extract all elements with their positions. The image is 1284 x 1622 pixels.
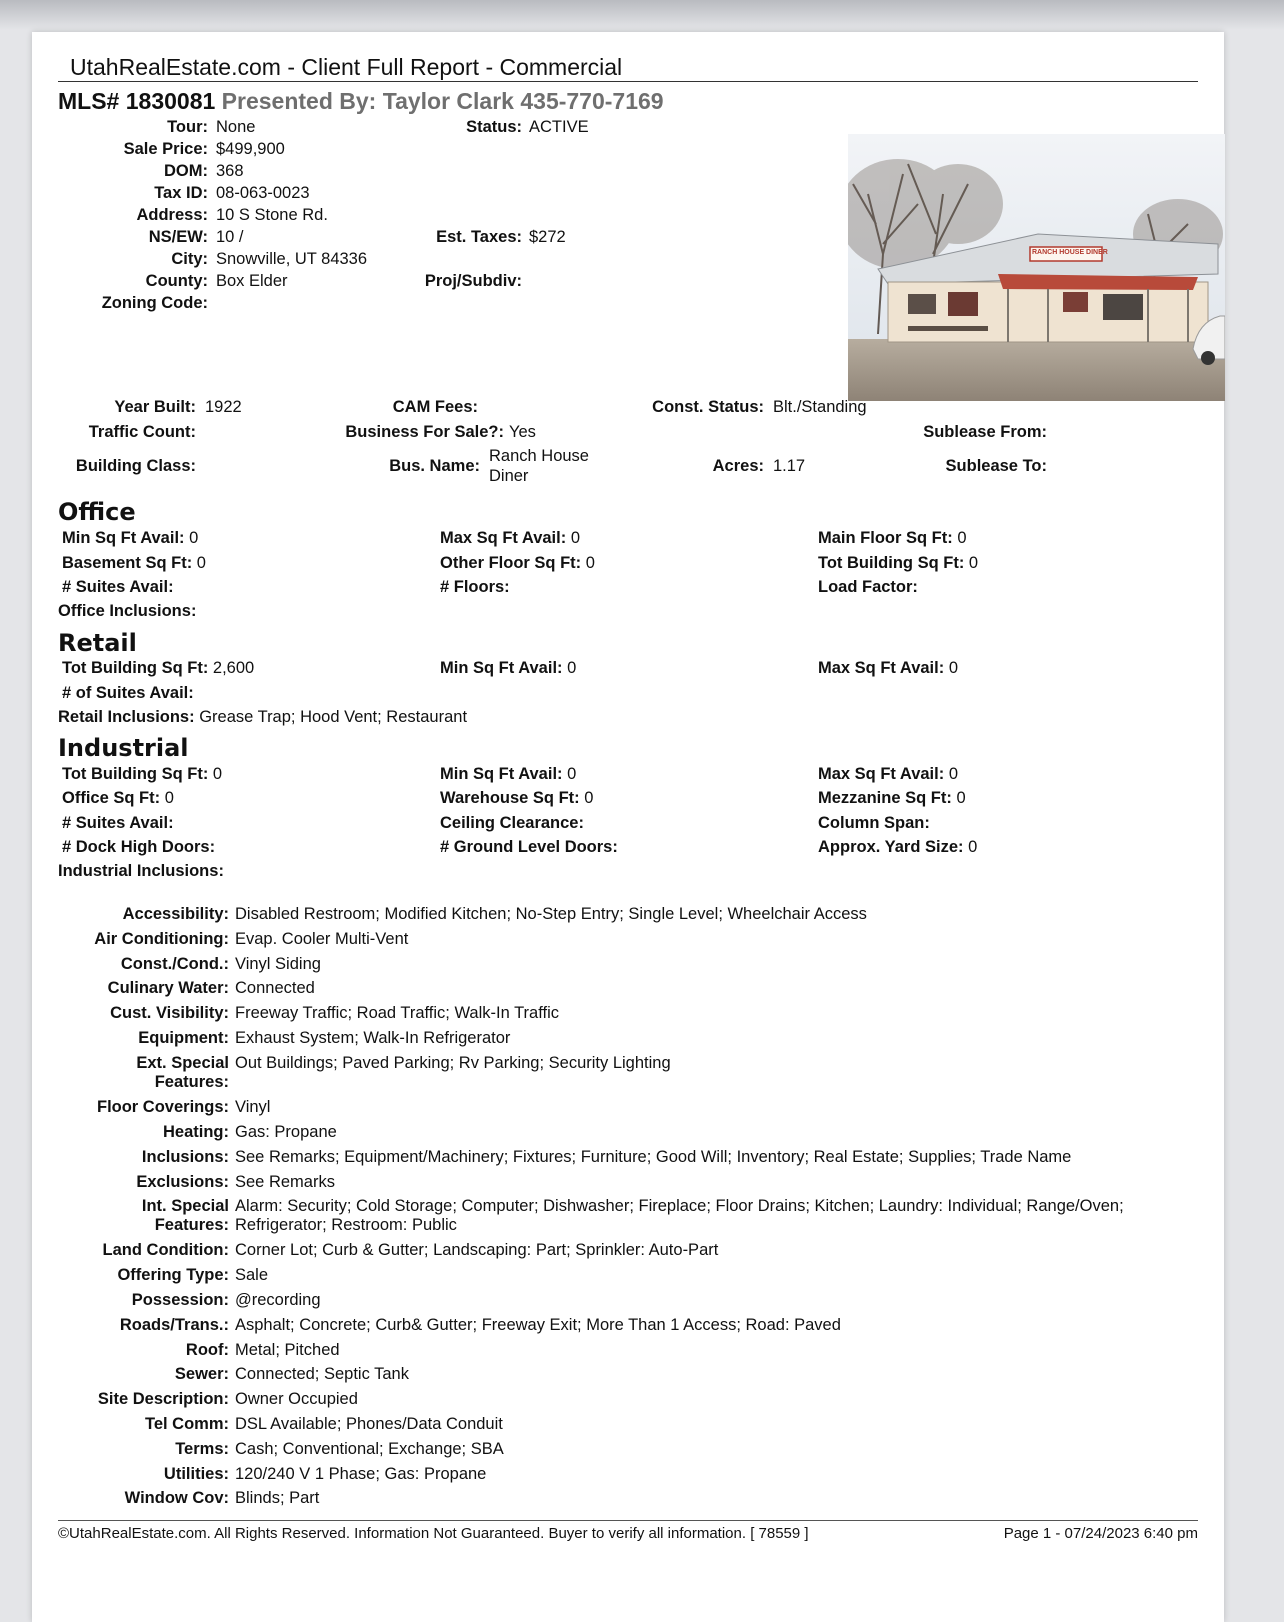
feature-value: Vinyl Siding: [235, 955, 321, 973]
ind-ground-doors-label: # Ground Level Doors:: [440, 838, 618, 856]
nsew-value: 10 /: [216, 228, 244, 246]
ind-max-sqft: [818, 765, 958, 784]
retail-max-sqft-label: Max Sq Ft Avail:: [818, 659, 945, 677]
building-class-label: Building Class:: [75, 457, 196, 475]
ind-suites-label: # Suites Avail:: [62, 814, 174, 832]
office-main-floor: [818, 529, 967, 548]
office-min-sqft-value: 0: [189, 529, 199, 547]
business-for-sale-label: Business For Sale?:: [345, 423, 504, 441]
footer-rule: [58, 1520, 1198, 1521]
feature-label: Tel Comm:: [144, 1415, 229, 1433]
ind-yard-size-value: 0: [968, 838, 978, 856]
county-value: Box Elder: [216, 272, 288, 290]
retail-suites-label: # of Suites Avail:: [62, 684, 194, 702]
feature-label: Site Description:: [97, 1390, 229, 1408]
city-value: Snowville, UT 84336: [216, 250, 368, 268]
cam-fees-label: CAM Fees:: [392, 398, 478, 416]
footer-page-info: Page 1 - 07/24/2023 6:40 pm: [1003, 1525, 1198, 1542]
office-suites-label: # Suites Avail:: [62, 578, 174, 596]
ind-max-sqft-value: 0: [948, 765, 958, 783]
dom-value: 368: [216, 162, 244, 180]
feature-value: Cash; Conventional; Exchange; SBA: [235, 1440, 504, 1458]
office-main-floor-value: 0: [957, 529, 967, 547]
bus-name-value: [489, 446, 589, 486]
feature-label: Utilities:: [163, 1465, 229, 1483]
feature-value: Freeway Traffic; Road Traffic; Walk-In Traffic: [235, 1004, 559, 1022]
bus-name-line1: Ranch House: [489, 447, 589, 465]
report-title: UtahRealEstate.com - Client Full Report - Commercial: [70, 54, 623, 80]
retail-max-sqft: [818, 659, 958, 678]
proj-subdiv-label: Proj/Subdiv:: [424, 272, 522, 290]
feature-value: Disabled Restroom; Modified Kitchen; No-Step Entry; Single Level; Wheelchair Access: [235, 905, 867, 923]
feature-value: Blinds; Part: [235, 1489, 320, 1507]
address-value: 10 S Stone Rd.: [216, 206, 328, 224]
ind-ceiling: [440, 814, 584, 833]
feature-value: Connected; Septic Tank: [235, 1365, 409, 1383]
feature-value: See Remarks; Equipment/Machinery; Fixtures; Furniture; Good Will; Inventory; Real Estate; Supplies; Trade Name: [235, 1148, 1072, 1166]
feature-label: Terms:: [175, 1440, 229, 1458]
industrial-heading: Industrial: [58, 734, 189, 762]
presented-by: Presented By: Taylor Clark 435-770-7169: [221, 88, 664, 114]
office-other-floor-label: Other Floor Sq Ft:: [440, 554, 582, 572]
feature-value: 120/240 V 1 Phase; Gas: Propane: [235, 1465, 487, 1483]
feature-value: Exhaust System; Walk-In Refrigerator: [235, 1029, 511, 1047]
ind-warehouse-sqft-label: Warehouse Sq Ft:: [440, 789, 580, 807]
office-tot-building-label: Tot Building Sq Ft:: [818, 554, 965, 572]
county-label: County:: [145, 272, 208, 290]
bus-name-label: Bus. Name:: [389, 457, 480, 475]
ind-dock-doors: [62, 838, 215, 857]
ind-yard-size: [818, 838, 977, 857]
ind-max-sqft-label: Max Sq Ft Avail:: [818, 765, 945, 783]
year-built-label: Year Built:: [114, 398, 196, 416]
ind-mezzanine-sqft-label: Mezzanine Sq Ft:: [818, 789, 952, 807]
feature-label: Floor Coverings:: [96, 1098, 229, 1116]
ind-warehouse-sqft: [440, 789, 593, 808]
office-max-sqft-value: 0: [570, 529, 580, 547]
est-taxes-label: Est. Taxes:: [436, 228, 522, 246]
office-max-sqft-label: Max Sq Ft Avail:: [440, 529, 567, 547]
tour-label: Tour:: [167, 118, 208, 136]
ind-column-span-label: Column Span:: [818, 814, 930, 832]
feature-value: Out Buildings; Paved Parking; Rv Parking; Security Lighting: [235, 1054, 671, 1072]
feature-label: Const./Cond.:: [120, 955, 229, 973]
mls-line: [58, 88, 664, 115]
zoning-label: Zoning Code:: [101, 294, 208, 312]
feature-label: Roof:: [185, 1341, 229, 1359]
office-inclusions: [58, 602, 196, 621]
feature-value: Vinyl: [235, 1098, 271, 1116]
office-inclusions-label: Office Inclusions:: [58, 602, 197, 620]
feature-label: Window Cov:: [124, 1489, 229, 1507]
office-basement: [62, 554, 206, 573]
ind-office-sqft-value: 0: [164, 789, 174, 807]
ind-office-sqft: [62, 789, 174, 808]
feature-label-multiline: [58, 1054, 229, 1092]
feature-value-line2: Refrigerator; Restroom: Public: [235, 1216, 457, 1234]
acres-label: Acres:: [712, 457, 764, 475]
office-floors: [440, 578, 510, 597]
office-min-sqft-label: Min Sq Ft Avail:: [62, 529, 185, 547]
feature-label: Possession:: [131, 1291, 229, 1309]
ind-tot-building-value: 0: [212, 765, 223, 783]
business-for-sale-value: Yes: [509, 423, 536, 441]
ind-ceiling-label: Ceiling Clearance:: [440, 814, 584, 832]
feature-value: Evap. Cooler Multi-Vent: [235, 930, 409, 948]
feature-label: Roads/Trans.:: [119, 1316, 229, 1334]
est-taxes-value: $272: [529, 228, 566, 246]
const-status-value: Blt./Standing: [773, 398, 867, 416]
traffic-count-label: Traffic Count:: [88, 423, 196, 441]
office-other-floor: [440, 554, 595, 573]
address-label: Address:: [136, 206, 208, 224]
feature-label: Air Conditioning:: [94, 930, 229, 948]
office-tot-building: [818, 554, 978, 573]
tax-id-label: Tax ID:: [154, 184, 208, 202]
retail-inclusions: [58, 708, 467, 727]
retail-suites: [62, 684, 194, 703]
tax-id-value: 08-063-0023: [216, 184, 310, 202]
office-heading: Office: [58, 498, 136, 526]
ind-tot-building-label: Tot Building Sq Ft:: [62, 765, 209, 783]
bus-name-line2: Diner: [489, 467, 529, 485]
diner-illustration: [848, 134, 1225, 401]
mls-number: MLS# 1830081: [58, 88, 216, 114]
dom-label: DOM:: [164, 162, 208, 180]
retail-min-sqft: [440, 659, 576, 678]
ind-inclusions-label: Industrial Inclusions:: [58, 862, 224, 880]
acres-value: 1.17: [773, 457, 806, 475]
feature-label-line2: Features:: [154, 1073, 229, 1091]
feature-label: Equipment:: [138, 1029, 229, 1047]
feature-label: Sewer:: [174, 1365, 229, 1383]
feature-label: Offering Type:: [117, 1266, 229, 1284]
ind-warehouse-sqft-value: 0: [584, 789, 594, 807]
retail-heading: Retail: [58, 629, 137, 657]
nsew-label: NS/EW:: [148, 228, 208, 246]
feature-label: Cust. Visibility:: [110, 1004, 229, 1022]
feature-value: Connected: [235, 979, 315, 997]
header-rule: [58, 81, 1198, 82]
sublease-to-label: Sublease To:: [945, 457, 1047, 475]
sale-price-value: $499,900: [216, 140, 285, 158]
feature-value: Corner Lot; Curb & Gutter; Landscaping: Part; Sprinkler: Auto-Part: [235, 1241, 719, 1259]
tour-value: None: [216, 118, 256, 136]
footer-copyright: ©UtahRealEstate.com. All Rights Reserved. Information Not Guaranteed. Buyer to verify all information. [ 78559 ]: [58, 1525, 809, 1542]
ind-mezzanine-sqft-value: 0: [956, 789, 966, 807]
ind-tot-building: [62, 765, 222, 784]
retail-inclusions-label: Retail Inclusions:: [58, 708, 195, 726]
retail-tot-building-value: 2,600: [212, 659, 255, 677]
diner-sign-text: RANCH HOUSE DINER: [1032, 249, 1108, 256]
const-status-label: Const. Status:: [652, 398, 764, 416]
feature-label-line1: Ext. Special: [136, 1054, 229, 1072]
feature-label: Culinary Water:: [107, 979, 229, 997]
feature-value: Asphalt; Concrete; Curb& Gutter; Freeway Exit; More Than 1 Access; Road: Paved: [235, 1316, 841, 1334]
office-max-sqft: [440, 529, 580, 548]
office-basement-label: Basement Sq Ft:: [62, 554, 193, 572]
feature-label: Inclusions:: [141, 1148, 229, 1166]
office-basement-value: 0: [196, 554, 206, 572]
ind-min-sqft-value: 0: [567, 765, 577, 783]
feature-label-multiline: [58, 1197, 229, 1235]
office-other-floor-value: 0: [585, 554, 595, 572]
ind-suites: [62, 814, 174, 833]
feature-label: Exclusions:: [136, 1173, 229, 1191]
year-built-value: 1922: [205, 398, 242, 416]
office-min-sqft: [62, 529, 198, 548]
retail-inclusions-value: Grease Trap; Hood Vent; Restaurant: [199, 708, 468, 726]
status-label: Status:: [466, 118, 522, 136]
report-page: [32, 32, 1224, 1622]
retail-tot-building-label: Tot Building Sq Ft:: [62, 659, 209, 677]
property-photo: [848, 134, 1225, 401]
city-label: City:: [171, 250, 208, 268]
sale-price-label: Sale Price:: [123, 140, 208, 158]
feature-label: Heating:: [163, 1123, 229, 1141]
ind-office-sqft-label: Office Sq Ft:: [62, 789, 161, 807]
ind-yard-size-label: Approx. Yard Size:: [818, 838, 964, 856]
feature-value: Metal; Pitched: [235, 1341, 340, 1359]
office-floors-label: # Floors:: [440, 578, 510, 596]
office-load-factor: [818, 578, 918, 597]
feature-value: Owner Occupied: [235, 1390, 358, 1408]
retail-max-sqft-value: 0: [948, 659, 958, 677]
ind-inclusions: [58, 862, 224, 881]
office-load-factor-label: Load Factor:: [818, 578, 918, 596]
feature-value-line1: Alarm: Security; Cold Storage; Computer; Dishwasher; Fireplace; Floor Drains; Kitchen; Laundry: Individual; Range/Oven;: [235, 1197, 1124, 1215]
feature-label: Accessibility:: [122, 905, 229, 923]
ind-ground-doors: [440, 838, 618, 857]
office-suites: [62, 578, 174, 597]
feature-label-line2: Features:: [154, 1216, 229, 1234]
sublease-from-label: Sublease From:: [923, 423, 1047, 441]
office-tot-building-value: 0: [968, 554, 979, 572]
retail-min-sqft-value: 0: [567, 659, 577, 677]
feature-label: Land Condition:: [102, 1241, 229, 1259]
retail-tot-building: [62, 659, 254, 678]
ind-min-sqft: [440, 765, 576, 784]
feature-value: Sale: [235, 1266, 269, 1284]
feature-value: Gas: Propane: [235, 1123, 337, 1141]
ind-min-sqft-label: Min Sq Ft Avail:: [440, 765, 563, 783]
feature-value: @recording: [235, 1291, 321, 1309]
feature-value: See Remarks: [235, 1173, 335, 1191]
retail-min-sqft-label: Min Sq Ft Avail:: [440, 659, 563, 677]
ind-dock-doors-label: # Dock High Doors:: [62, 838, 216, 856]
office-main-floor-label: Main Floor Sq Ft:: [818, 529, 953, 547]
ind-mezzanine-sqft: [818, 789, 966, 808]
status-value: ACTIVE: [529, 118, 589, 136]
window-top-shadow: [0, 0, 1284, 30]
feature-value: DSL Available; Phones/Data Conduit: [235, 1415, 503, 1433]
feature-value-multiline: [235, 1197, 1124, 1235]
feature-label-line1: Int. Special: [141, 1197, 229, 1215]
ind-column-span: [818, 814, 930, 833]
